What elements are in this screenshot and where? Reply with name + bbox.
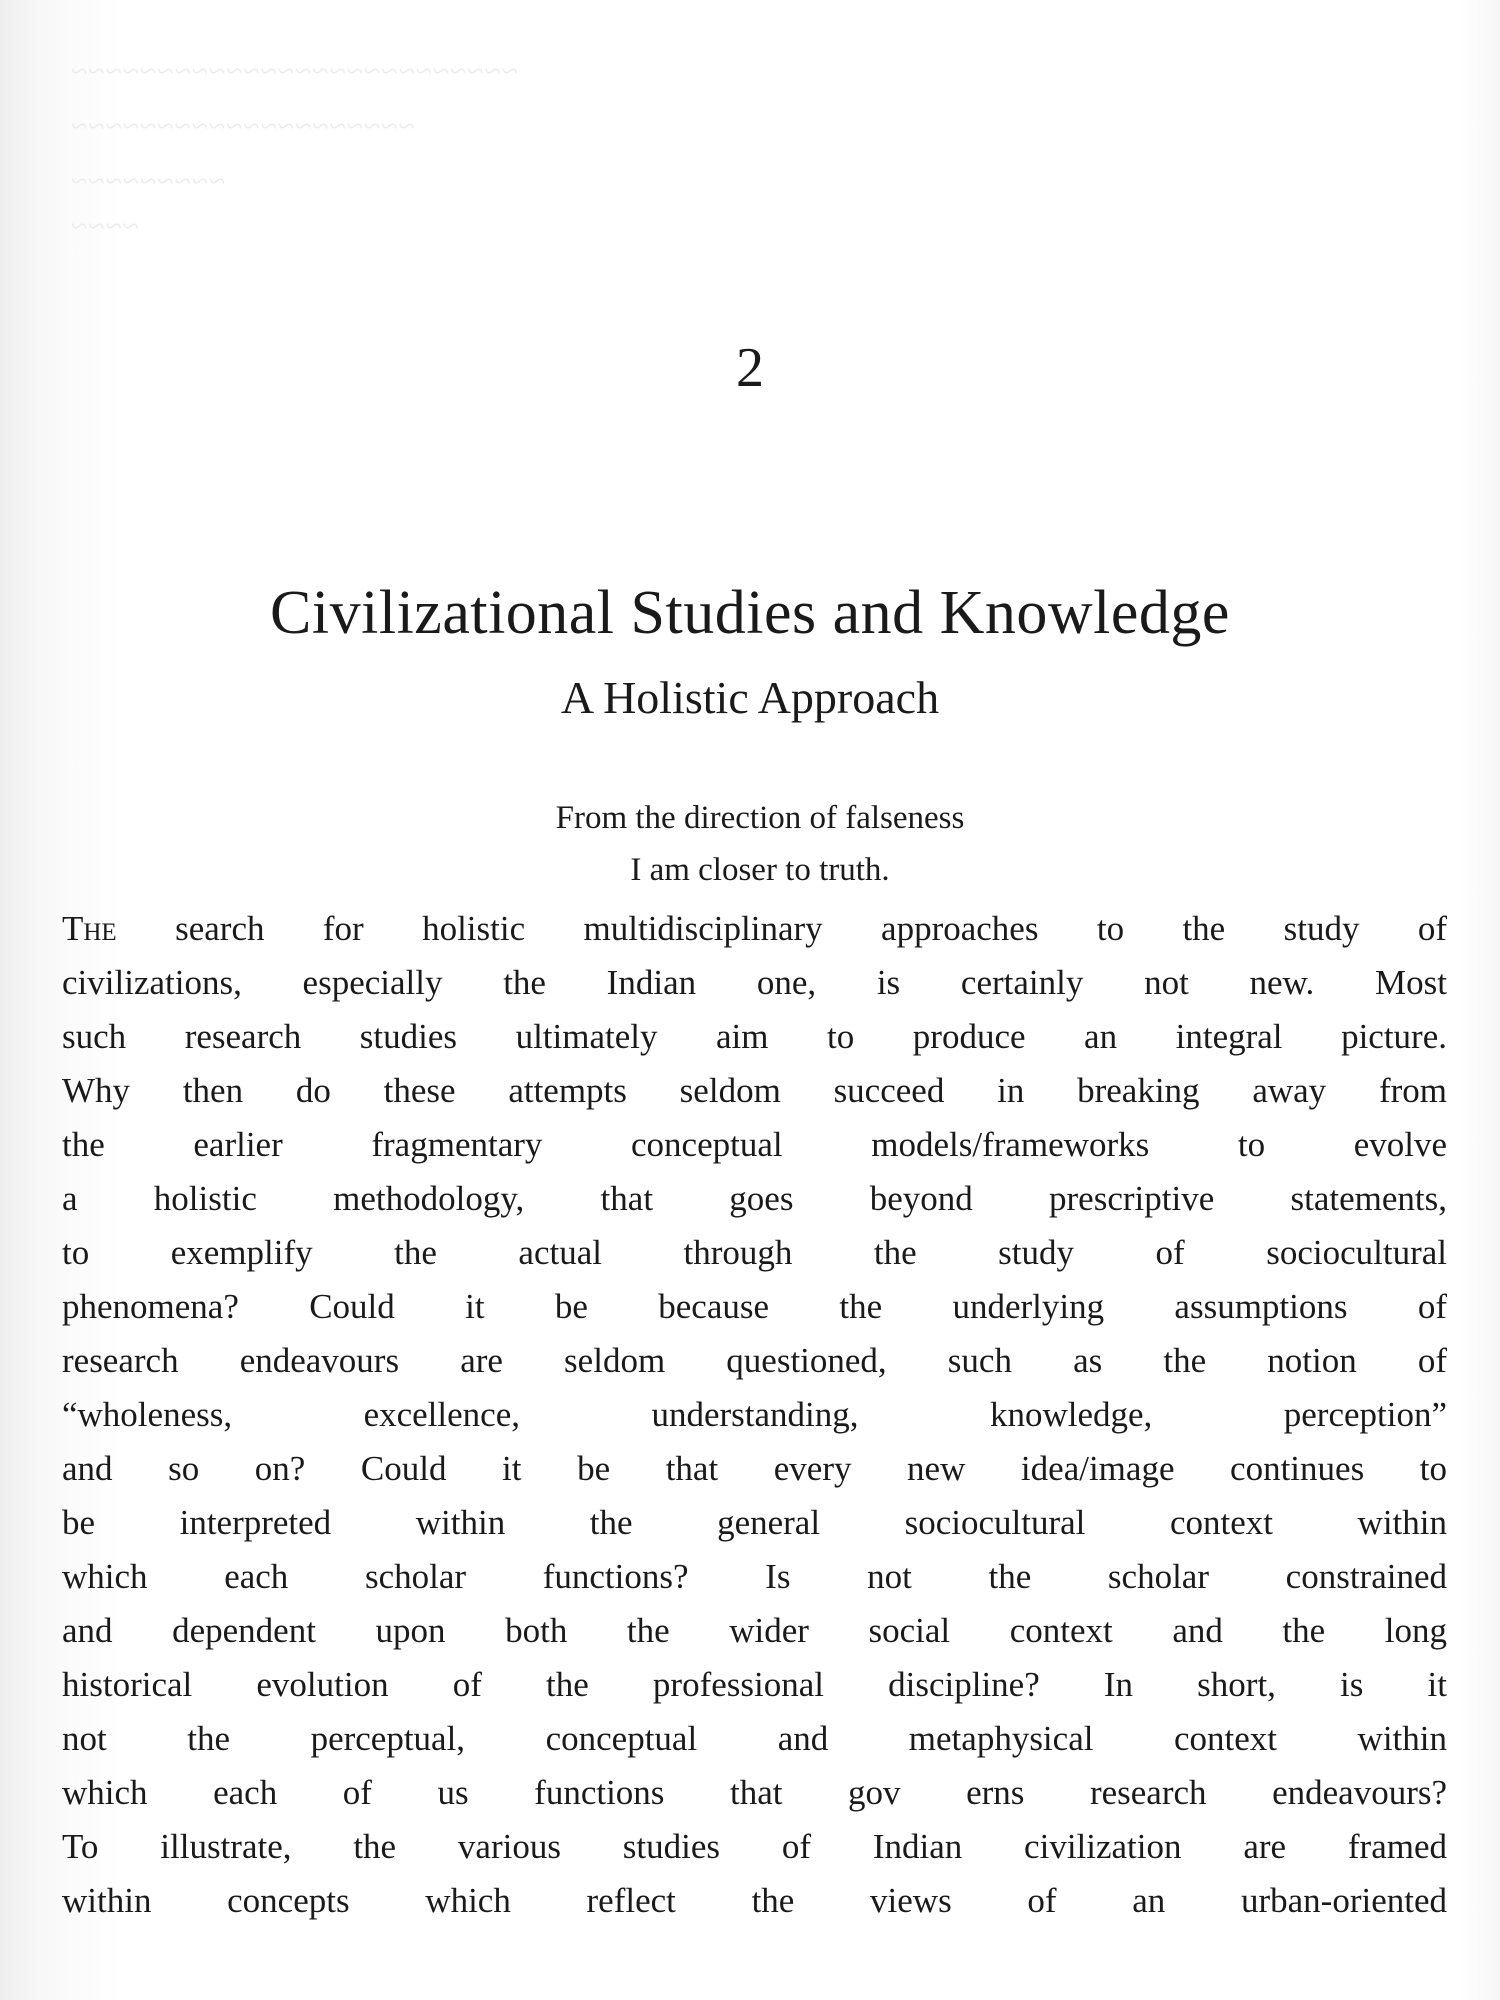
epigraph — [0, 792, 1500, 896]
body-text — [62, 902, 1447, 1928]
show-through-text: ~~~~~~~~~~~~~~~~~~~~~~~~~~ — [70, 55, 518, 88]
chapter-title: Civilizational Studies and Knowledge — [270, 579, 1230, 647]
body-line-text: historical evolution of the professional discipline? In short, is it — [62, 1665, 1447, 1704]
body-line-text: which each of us functions that gov erns research endeavours? — [62, 1773, 1447, 1812]
body-line — [62, 1604, 1447, 1658]
show-through-text: ~~~~ — [70, 210, 139, 243]
body-line-text: and dependent upon both the wider social context and the long — [62, 1611, 1447, 1650]
body-line-text: not the perceptual, conceptual and metaphysical context within — [62, 1719, 1447, 1758]
body-line-text: a holistic methodology, that goes beyond prescriptive statements, — [62, 1179, 1447, 1218]
body-line — [62, 1874, 1447, 1928]
body-line-text: “wholeness, excellence, understanding, knowledge, perception” — [62, 1395, 1447, 1434]
chapter-number: 2 — [736, 337, 764, 399]
body-line — [62, 1172, 1447, 1226]
body-line-text: search for holistic multidisciplinary approaches to the study of — [116, 909, 1447, 948]
epigraph-line: From the direction of falseness — [555, 800, 965, 836]
body-line — [62, 1712, 1447, 1766]
body-line-text: Why then do these attempts seldom succeed in breaking away from — [62, 1071, 1447, 1110]
body-line — [62, 1442, 1447, 1496]
body-line-text: within concepts which reflect the views of an urban-oriented — [62, 1881, 1447, 1920]
body-line — [62, 1820, 1447, 1874]
body-line-text: To illustrate, the various studies of Indian civilization are framed — [62, 1827, 1447, 1866]
body-line — [62, 1226, 1447, 1280]
chapter-subtitle: A Holistic Approach — [560, 672, 940, 723]
body-line — [62, 902, 1447, 956]
lead-word: The — [62, 909, 117, 948]
body-line-text: phenomena? Could it be because the underlying assumptions of — [62, 1287, 1447, 1326]
body-line-text: to exemplify the actual through the study of sociocultural — [62, 1233, 1447, 1272]
show-through-text: ~~~~~~~~~~~~~~~~~~~~ — [70, 110, 415, 143]
body-line — [62, 1766, 1447, 1820]
body-line — [62, 1118, 1447, 1172]
body-line — [62, 1334, 1447, 1388]
body-line — [62, 1064, 1447, 1118]
body-line — [62, 1496, 1447, 1550]
body-line — [62, 956, 1447, 1010]
body-line-text: which each scholar functions? Is not the scholar constrained — [62, 1557, 1447, 1596]
epigraph-line: I am closer to truth. — [630, 852, 890, 888]
show-through-text: ~~~~~~~~~ — [70, 165, 226, 198]
body-line-text: the earlier fragmentary conceptual models/frameworks to evolve — [62, 1125, 1447, 1164]
body-line-text: be interpreted within the general sociocultural context within — [62, 1503, 1447, 1542]
body-line — [62, 1388, 1447, 1442]
body-line — [62, 1658, 1447, 1712]
body-line — [62, 1280, 1447, 1334]
body-line — [62, 1010, 1447, 1064]
body-line-text: such research studies ultimately aim to produce an integral picture. — [62, 1017, 1447, 1056]
body-line-text: research endeavours are seldom questioned, such as the notion of — [62, 1341, 1447, 1380]
body-line-text: and so on? Could it be that every new idea/image continues to — [62, 1449, 1447, 1488]
body-line-text: civilizations, especially the Indian one, is certainly not new. Most — [62, 963, 1447, 1002]
body-line — [62, 1550, 1447, 1604]
